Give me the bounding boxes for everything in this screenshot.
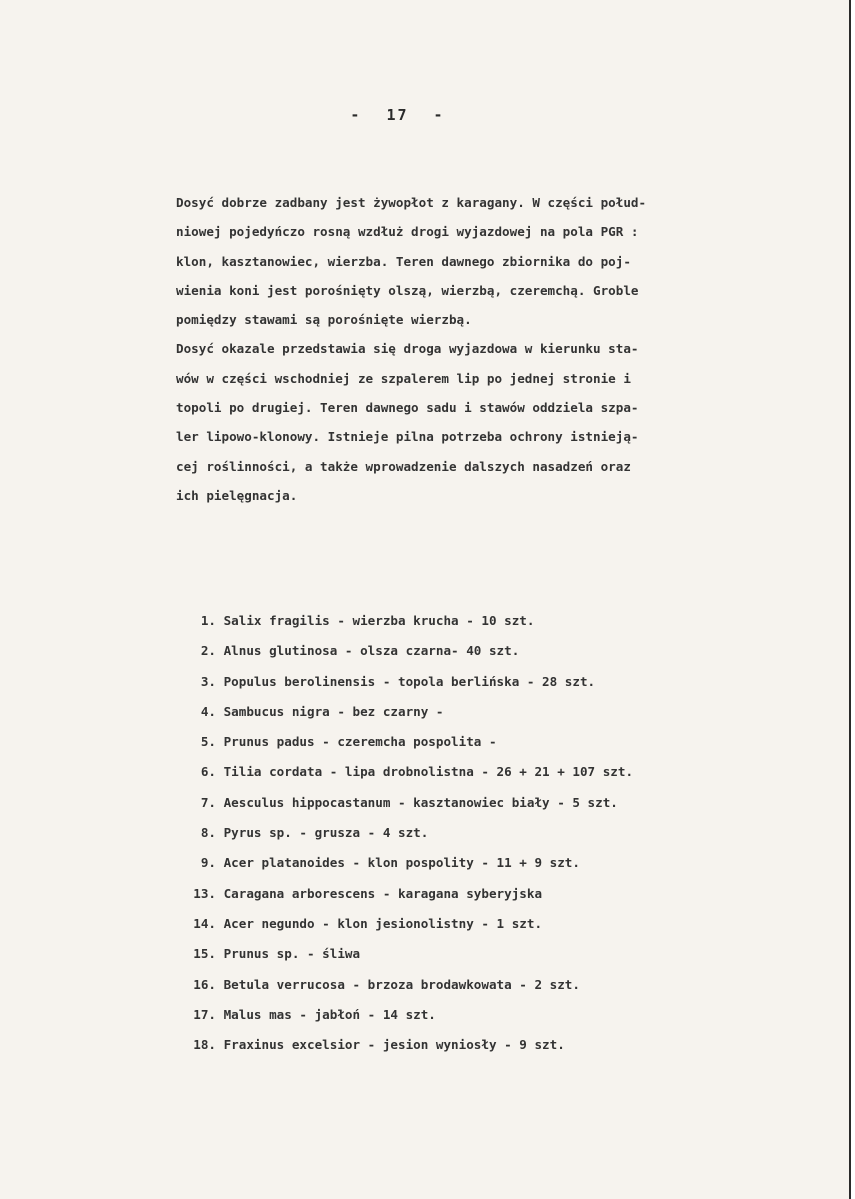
- list-item: [150, 667, 830, 697]
- paragraph-line: ler lipowo-klonowy. Istnieje pilna potrzeba ochrony istnieją-: [176, 429, 639, 445]
- list-item: [150, 818, 830, 848]
- list-item-number: 2.: [200, 643, 216, 659]
- list-item-number: 7.: [200, 794, 216, 810]
- paragraph-line: wienia koni jest porośnięty olszą, wierzbą, czeremchą. Groble: [176, 282, 639, 298]
- list-item-number: 13.: [193, 885, 216, 901]
- list-item-text: Pyrus sp. - grusza - 4 szt.: [223, 825, 429, 841]
- list-item: [150, 1000, 830, 1030]
- list-item-number: 15.: [193, 946, 216, 962]
- list-item-text: Fraxinus excelsior - jesion wyniosły - 9 szt.: [223, 1037, 565, 1053]
- list-item-text: Malus mas - jabłoń - 14 szt.: [223, 1006, 436, 1022]
- species-list: [150, 606, 830, 1060]
- list-item-text: Caragana arborescens - karagana syberyjska: [223, 885, 543, 901]
- list-item-text: Populus berolinensis - topola berlińska - 28 szt.: [223, 673, 596, 689]
- list-item: [150, 697, 830, 727]
- list-item: [150, 909, 830, 939]
- paragraph-line: klon, kasztanowiec, wierzba. Teren dawnego zbiornika do poj-: [176, 253, 631, 269]
- list-item-number: 3.: [200, 673, 216, 689]
- list-item: [150, 1030, 830, 1060]
- paragraph-line: cej roślinności, a także wprowadzenie dalszych nasadzeń oraz: [176, 458, 631, 474]
- list-item: [150, 939, 830, 969]
- list-item: [150, 970, 830, 1000]
- paragraph-line: pomiędzy stawami są porośnięte wierzbą.: [176, 312, 472, 328]
- list-item-text: Betula verrucosa - brzoza brodawkowata - 2 szt.: [223, 976, 580, 992]
- list-item-number: 6.: [200, 764, 216, 780]
- list-item-text: Aesculus hippocastanum - kasztanowiec biały - 5 szt.: [223, 794, 618, 810]
- page-number: - 17 -: [350, 106, 445, 124]
- paragraph-line: niowej pojedyńczo rosną wzdłuż drogi wyjazdowej na pola PGR :: [176, 224, 639, 240]
- list-item: [150, 879, 830, 909]
- list-item: [150, 606, 830, 636]
- list-item-number: 9.: [200, 855, 216, 871]
- list-item-number: 17.: [193, 1006, 216, 1022]
- list-item: [150, 848, 830, 878]
- list-item-number: 14.: [193, 915, 216, 931]
- list-item-number: 8.: [200, 825, 216, 841]
- paragraph-line: ich pielęgnacja.: [176, 487, 298, 503]
- list-item-text: Sambucus nigra - bez czarny -: [223, 703, 444, 719]
- list-item-number: 1.: [200, 613, 216, 628]
- paragraph-line: Dosyć dobrze zadbany jest żywopłot z karagany. W części połud-: [176, 195, 647, 210]
- paragraph-line: wów w części wschodniej ze szpalerem lip po jednej stronie i: [176, 370, 631, 386]
- list-item-text: Acer platanoides - klon pospolity - 11 + 9 szt.: [223, 855, 580, 871]
- list-item-number: 4.: [200, 703, 216, 719]
- list-item-text: Acer negundo - klon jesionolistny - 1 szt.: [223, 915, 543, 931]
- list-item-number: 16.: [193, 976, 216, 992]
- list-item-text: Alnus glutinosa - olsza czarna- 40 szt.: [223, 643, 520, 659]
- list-item: [150, 727, 830, 757]
- list-item-text: Prunus sp. - śliwa: [223, 946, 361, 962]
- list-item-text: Salix fragilis - wierzba krucha - 10 szt.: [223, 613, 535, 628]
- list-item-number: 18.: [193, 1037, 216, 1053]
- list-item-number: 5.: [200, 734, 216, 750]
- list-item: [150, 788, 830, 818]
- list-item-text: Tilia cordata - lipa drobnolistna - 26 + 21 + 107 szt.: [223, 764, 634, 780]
- body-paragraph: [176, 188, 826, 510]
- paragraph-line: Dosyć okazale przedstawia się droga wyjazdowa w kierunku sta-: [176, 341, 639, 357]
- list-item: [150, 757, 830, 787]
- list-item-text: Prunus padus - czeremcha pospolita -: [223, 734, 497, 750]
- paragraph-line: topoli po drugiej. Teren dawnego sadu i stawów oddziela szpa-: [176, 400, 639, 416]
- list-item: [150, 636, 830, 666]
